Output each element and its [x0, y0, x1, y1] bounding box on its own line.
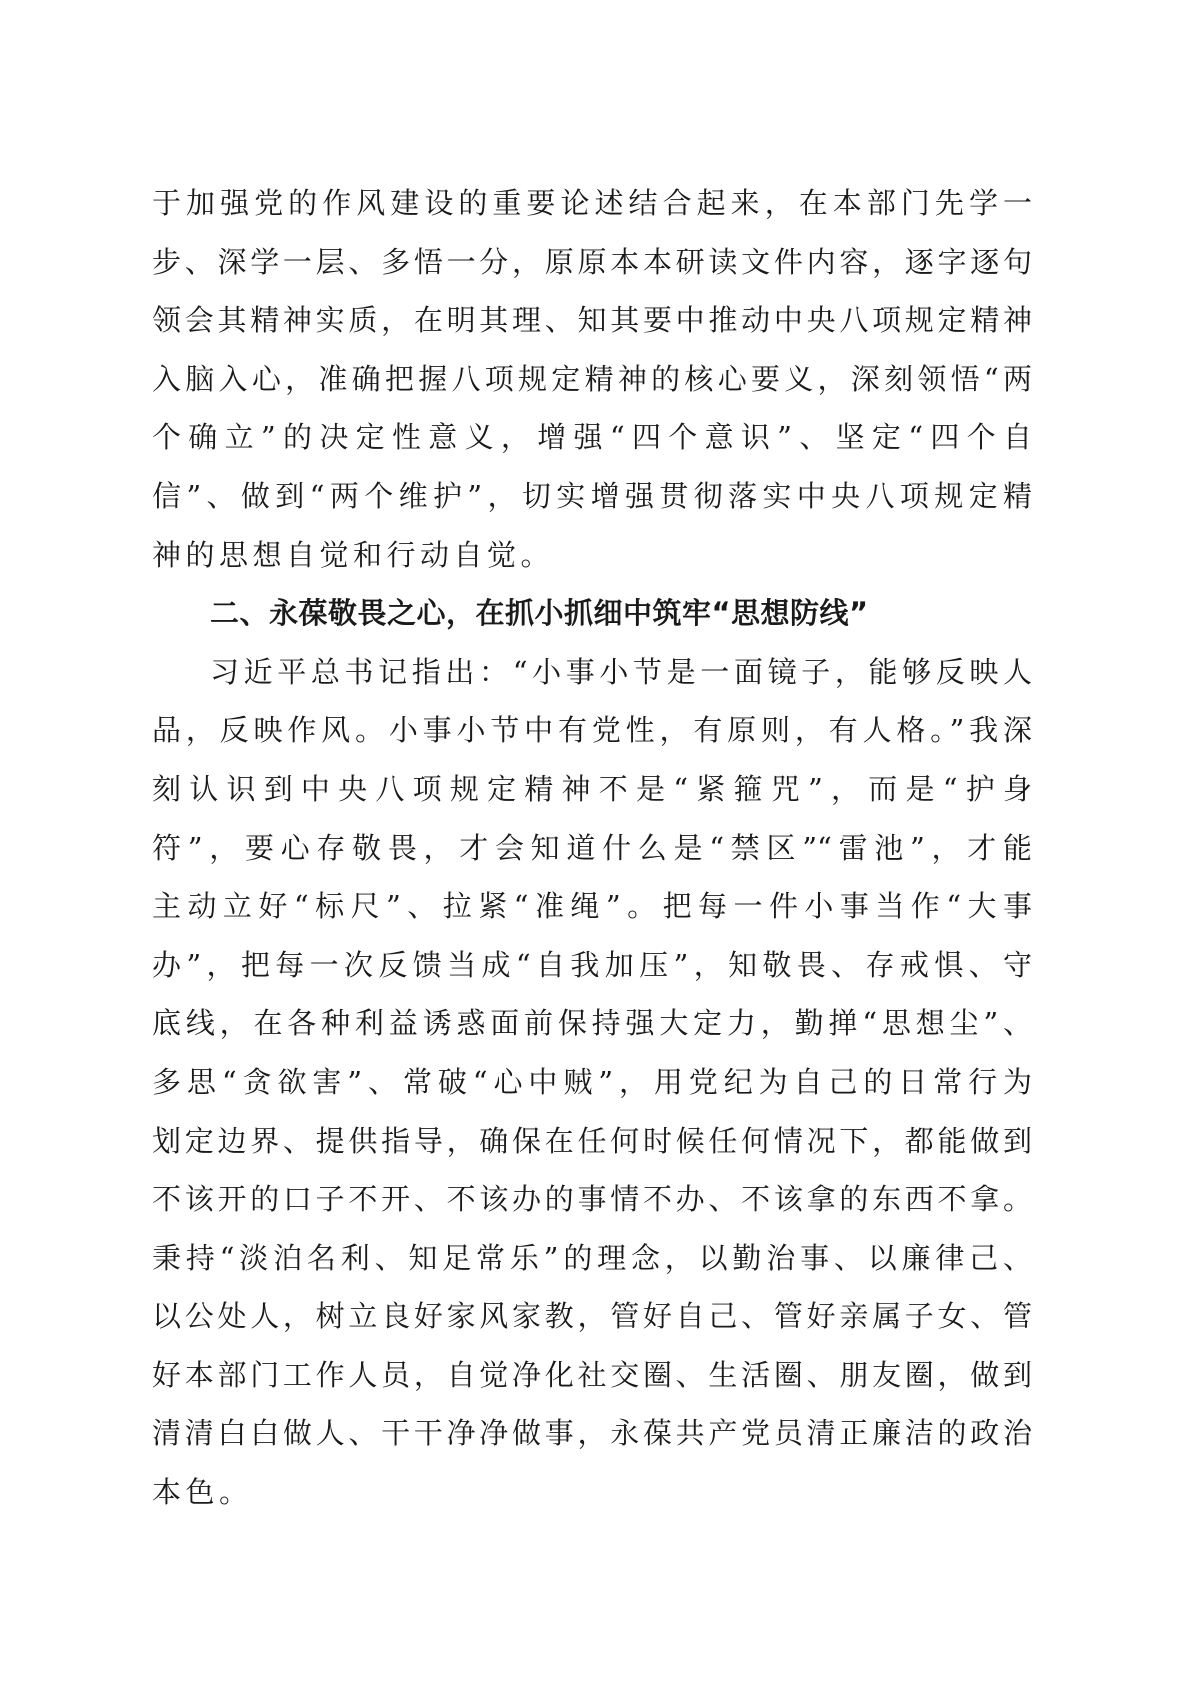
paragraph-line: 于加强党的作风建设的重要论述结合起来，在本部门先学一	[152, 186, 1032, 220]
paragraph-section-two	[152, 643, 1032, 1522]
paragraph-line: 步、深学一层、多悟一分，原原本本研读文件内容，逐字逐句	[152, 244, 1032, 279]
paragraph-line: 主动立好“标尺”、拉紧“准绳”。把每一件小事当作“大事	[152, 889, 1032, 924]
paragraph-line: 本色。	[152, 1475, 253, 1510]
paragraph-line: 入脑入心，准确把握八项规定精神的核心要义，深刻领悟“两	[152, 361, 1032, 396]
paragraph-line: 清清白白做人、干干净净做事，永葆共产党员清正廉洁的政治	[152, 1416, 1032, 1451]
paragraph-line: 符”，要心存敬畏，才会知道什么是“禁区”“雷池”，才能	[152, 830, 1032, 865]
paragraph-line: 好本部门工作人员，自觉净化社交圈、生活圈、朋友圈，做到	[152, 1357, 1032, 1392]
section-heading: 二、永葆敬畏之心，在抓小抓细中筑牢“思想防线”	[210, 596, 869, 631]
paragraph-line: 品，反映作风。小事小节中有党性，有原则，有人格。”我深	[152, 713, 1032, 748]
paragraph-line: 多思“贪欲害”、常破“心中贼”，用党纪为自己的日常行为	[152, 1064, 1032, 1099]
paragraph-line: 神的思想自觉和行动自觉。	[152, 537, 555, 572]
paragraph-line: 信”、做到“两个维护”，切实增强贯彻落实中央八项规定精	[152, 478, 1032, 513]
paragraph-line: 底线，在各种利益诱惑面前保持强大定力，勤掸“思想尘”、	[152, 1006, 1032, 1041]
paragraph-line: 刻认识到中央八项规定精神不是“紧箍咒”，而是“护身	[152, 771, 1032, 806]
paragraph-line: 领会其精神实质，在明其理、知其要中推动中央八项规定精神	[152, 303, 1032, 338]
paragraph-line: 秉持“淡泊名利、知足常乐”的理念，以勤治事、以廉律己、	[152, 1240, 1032, 1275]
paragraph-line: 以公处人，树立良好家风家教，管好自己、管好亲属子女、管	[152, 1299, 1032, 1334]
paragraph-line: 办”，把每一次反馈当成“自我加压”，知敬畏、存戒惧、守	[152, 947, 1032, 982]
document-body	[152, 174, 1032, 1522]
paragraph-line: 习近平总书记指出：“小事小节是一面镜子，能够反映人	[210, 654, 1032, 689]
paragraph-line: 划定边界、提供指导，确保在任何时候任何情况下，都能做到	[152, 1123, 1032, 1158]
paragraph-line: 不该开的口子不开、不该办的事情不办、不该拿的东西不拿。	[152, 1182, 1032, 1217]
paragraph-line: 个确立”的决定性意义，增强“四个意识”、坚定“四个自	[152, 420, 1032, 455]
paragraph-continued	[152, 174, 1032, 584]
